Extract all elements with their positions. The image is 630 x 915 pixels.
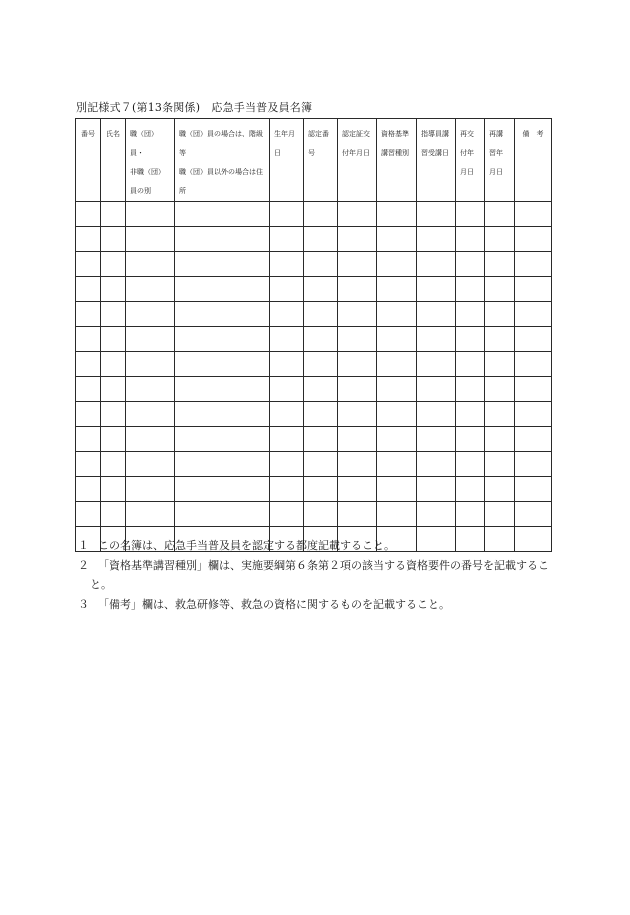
table-cell[interactable] — [485, 452, 515, 477]
table-cell[interactable] — [270, 452, 304, 477]
table-cell[interactable] — [304, 352, 338, 377]
table-cell[interactable] — [377, 427, 417, 452]
table-cell[interactable] — [270, 352, 304, 377]
table-cell[interactable] — [304, 277, 338, 302]
table-cell[interactable] — [175, 302, 270, 327]
table-cell[interactable] — [338, 452, 377, 477]
column-header-certificate-issue-date: 認定証交 付年月日 — [338, 119, 377, 202]
table-cell[interactable] — [515, 502, 552, 527]
table-cell[interactable] — [456, 352, 485, 377]
table-cell[interactable] — [270, 427, 304, 452]
table-cell[interactable] — [338, 202, 377, 227]
table-cell[interactable] — [304, 377, 338, 402]
table-row — [76, 402, 552, 427]
table-cell[interactable] — [126, 252, 175, 277]
table-cell[interactable] — [417, 302, 456, 327]
table-cell[interactable] — [175, 252, 270, 277]
table-cell[interactable] — [76, 302, 101, 327]
table-cell[interactable] — [101, 202, 126, 227]
table-row — [76, 327, 552, 352]
table-cell[interactable] — [456, 402, 485, 427]
column-header-qualification-course-type: 資格基準 講習種別 — [377, 119, 417, 202]
table-cell[interactable] — [304, 427, 338, 452]
table-cell[interactable] — [515, 352, 552, 377]
table-cell[interactable] — [515, 202, 552, 227]
table-cell[interactable] — [456, 227, 485, 252]
table-cell[interactable] — [304, 452, 338, 477]
table-cell[interactable] — [126, 227, 175, 252]
table-cell[interactable] — [270, 377, 304, 402]
table-cell[interactable] — [101, 252, 126, 277]
table-cell[interactable] — [126, 477, 175, 502]
table-cell[interactable] — [175, 477, 270, 502]
table-cell[interactable] — [515, 252, 552, 277]
table-cell[interactable] — [485, 402, 515, 427]
table-cell[interactable] — [175, 327, 270, 352]
table-cell[interactable] — [175, 427, 270, 452]
column-header-rank-or-address: 職（団）員の場合は、階級等 職（団）員以外の場合は住所 — [175, 119, 270, 202]
table-cell[interactable] — [126, 202, 175, 227]
table-cell[interactable] — [101, 327, 126, 352]
table-cell[interactable] — [338, 427, 377, 452]
table-cell[interactable] — [456, 252, 485, 277]
table-cell[interactable] — [338, 352, 377, 377]
column-header-member-type: 職（団）員・ 非職（団） 員の別 — [126, 119, 175, 202]
table-cell[interactable] — [417, 277, 456, 302]
note-number: ２ — [78, 558, 89, 572]
table-cell[interactable] — [338, 377, 377, 402]
table-cell[interactable] — [304, 402, 338, 427]
form-title: 別記様式７(第13条関係) 応急手当普及員名簿 — [76, 101, 313, 114]
table-cell[interactable] — [304, 327, 338, 352]
table-row — [76, 252, 552, 277]
table-cell[interactable] — [175, 352, 270, 377]
table-cell[interactable] — [485, 427, 515, 452]
table-cell[interactable] — [338, 252, 377, 277]
table-cell[interactable] — [377, 452, 417, 477]
table-row — [76, 377, 552, 402]
table-cell[interactable] — [304, 502, 338, 527]
table-cell[interactable] — [126, 427, 175, 452]
note-text: 「備考」欄は、救急研修等、救急の資格に関するものを記載すること。 — [98, 597, 450, 611]
table-row — [76, 302, 552, 327]
table-cell[interactable] — [126, 327, 175, 352]
table-cell[interactable] — [175, 277, 270, 302]
table-cell[interactable] — [377, 227, 417, 252]
table-cell[interactable] — [377, 327, 417, 352]
table-cell[interactable] — [377, 302, 417, 327]
table-cell[interactable] — [338, 327, 377, 352]
table-cell[interactable] — [76, 352, 101, 377]
table-cell[interactable] — [377, 402, 417, 427]
table-row — [76, 427, 552, 452]
table-cell[interactable] — [377, 252, 417, 277]
note-text: 「資格基準講習種別」欄は、実施要綱第６条第２項の該当する資格要件の番号を記載すること。 — [90, 558, 549, 591]
table-cell[interactable] — [304, 227, 338, 252]
table-cell[interactable] — [377, 477, 417, 502]
note-3 — [78, 595, 558, 615]
table-cell[interactable] — [515, 377, 552, 402]
roster-table — [75, 118, 552, 552]
table-cell[interactable] — [101, 302, 126, 327]
table-cell[interactable] — [377, 202, 417, 227]
table-cell[interactable] — [417, 327, 456, 352]
table-cell[interactable] — [377, 352, 417, 377]
table-cell[interactable] — [304, 252, 338, 277]
table-cell[interactable] — [126, 277, 175, 302]
table-cell[interactable] — [76, 227, 101, 252]
table-cell[interactable] — [456, 477, 485, 502]
table-cell[interactable] — [270, 502, 304, 527]
table-cell[interactable] — [101, 452, 126, 477]
table-cell[interactable] — [338, 402, 377, 427]
table-cell[interactable] — [456, 427, 485, 452]
table-cell[interactable] — [417, 402, 456, 427]
table-cell[interactable] — [417, 377, 456, 402]
table-cell[interactable] — [270, 227, 304, 252]
table-cell[interactable] — [126, 502, 175, 527]
table-cell[interactable] — [456, 327, 485, 352]
table-cell[interactable] — [270, 302, 304, 327]
table-header-row — [76, 119, 552, 202]
table-cell[interactable] — [485, 227, 515, 252]
table-cell[interactable] — [304, 477, 338, 502]
table-cell[interactable] — [76, 377, 101, 402]
table-row — [76, 227, 552, 252]
table-cell[interactable] — [270, 202, 304, 227]
table-cell[interactable] — [76, 427, 101, 452]
table-cell[interactable] — [175, 452, 270, 477]
table-cell[interactable] — [175, 227, 270, 252]
note-1 — [78, 536, 558, 556]
table-cell[interactable] — [417, 352, 456, 377]
note-number: １ — [78, 539, 89, 552]
table-cell[interactable] — [485, 477, 515, 502]
table-cell[interactable] — [338, 477, 377, 502]
table-cell[interactable] — [76, 402, 101, 427]
table-row — [76, 202, 552, 227]
notes — [78, 536, 558, 614]
table-cell[interactable] — [126, 402, 175, 427]
column-header-remarks: 備 考 — [515, 119, 552, 202]
table-cell[interactable] — [270, 402, 304, 427]
table-row — [76, 452, 552, 477]
table-cell[interactable] — [456, 202, 485, 227]
table-cell[interactable] — [270, 277, 304, 302]
table-cell[interactable] — [417, 427, 456, 452]
table-cell[interactable] — [515, 327, 552, 352]
table-cell[interactable] — [338, 302, 377, 327]
table-cell[interactable] — [175, 377, 270, 402]
table-cell[interactable] — [485, 327, 515, 352]
table-cell[interactable] — [76, 452, 101, 477]
table-cell[interactable] — [126, 302, 175, 327]
table-cell[interactable] — [101, 277, 126, 302]
table-cell[interactable] — [126, 377, 175, 402]
table-cell[interactable] — [338, 502, 377, 527]
table-cell[interactable] — [338, 227, 377, 252]
table-cell[interactable] — [417, 502, 456, 527]
table-cell[interactable] — [456, 502, 485, 527]
table-cell[interactable] — [515, 477, 552, 502]
table-cell[interactable] — [485, 502, 515, 527]
table-cell[interactable] — [76, 327, 101, 352]
table-cell[interactable] — [101, 352, 126, 377]
table-cell[interactable] — [338, 277, 377, 302]
table-cell[interactable] — [76, 202, 101, 227]
table-cell[interactable] — [485, 352, 515, 377]
table-cell[interactable] — [377, 277, 417, 302]
table-cell[interactable] — [417, 227, 456, 252]
note-text: この名簿は、応急手当普及員を認定する都度記載すること。 — [98, 539, 395, 552]
table-cell[interactable] — [76, 252, 101, 277]
table-cell[interactable] — [76, 277, 101, 302]
table-cell[interactable] — [101, 477, 126, 502]
table-cell[interactable] — [101, 427, 126, 452]
column-header-reissue-date: 再交 付年 月日 — [456, 119, 485, 202]
table-cell[interactable] — [304, 302, 338, 327]
column-header-retraining-date: 再講 習年 月日 — [485, 119, 515, 202]
table-cell[interactable] — [485, 252, 515, 277]
column-header-certification-number: 認定番 号 — [304, 119, 338, 202]
table-cell[interactable] — [101, 377, 126, 402]
table-cell[interactable] — [417, 477, 456, 502]
table-cell[interactable] — [377, 377, 417, 402]
table-row — [76, 477, 552, 502]
table-cell[interactable] — [417, 202, 456, 227]
table-cell[interactable] — [270, 252, 304, 277]
table-cell[interactable] — [270, 477, 304, 502]
table-row — [76, 277, 552, 302]
table-cell[interactable] — [175, 502, 270, 527]
table-cell[interactable] — [101, 502, 126, 527]
table-cell[interactable] — [515, 452, 552, 477]
table-row — [76, 352, 552, 377]
note-number: ３ — [78, 597, 89, 611]
table-cell[interactable] — [304, 202, 338, 227]
column-header-birth-date: 生年月 日 — [270, 119, 304, 202]
table-cell[interactable] — [456, 377, 485, 402]
table-cell[interactable] — [485, 202, 515, 227]
table-cell[interactable] — [175, 402, 270, 427]
table-cell[interactable] — [76, 502, 101, 527]
table-cell[interactable] — [515, 427, 552, 452]
table-cell[interactable] — [101, 227, 126, 252]
table-cell[interactable] — [126, 352, 175, 377]
table-cell[interactable] — [417, 452, 456, 477]
table-cell[interactable] — [485, 377, 515, 402]
note-2 — [78, 556, 558, 595]
table-cell[interactable] — [515, 277, 552, 302]
table-cell[interactable] — [417, 252, 456, 277]
table-cell[interactable] — [456, 452, 485, 477]
column-header-instructor-course-date: 指導員講 習受講日 — [417, 119, 456, 202]
table-cell[interactable] — [377, 502, 417, 527]
table-cell[interactable] — [456, 277, 485, 302]
table-cell[interactable] — [101, 402, 126, 427]
table-cell[interactable] — [126, 452, 175, 477]
table-cell[interactable] — [175, 202, 270, 227]
table-row — [76, 502, 552, 527]
table-cell[interactable] — [76, 477, 101, 502]
table-cell[interactable] — [456, 302, 485, 327]
table-cell[interactable] — [485, 302, 515, 327]
table-cell[interactable] — [515, 402, 552, 427]
table-cell[interactable] — [515, 227, 552, 252]
column-header-number: 番号 — [76, 119, 101, 202]
column-header-name: 氏名 — [101, 119, 126, 202]
table-cell[interactable] — [485, 277, 515, 302]
table-cell[interactable] — [515, 302, 552, 327]
table-cell[interactable] — [270, 327, 304, 352]
